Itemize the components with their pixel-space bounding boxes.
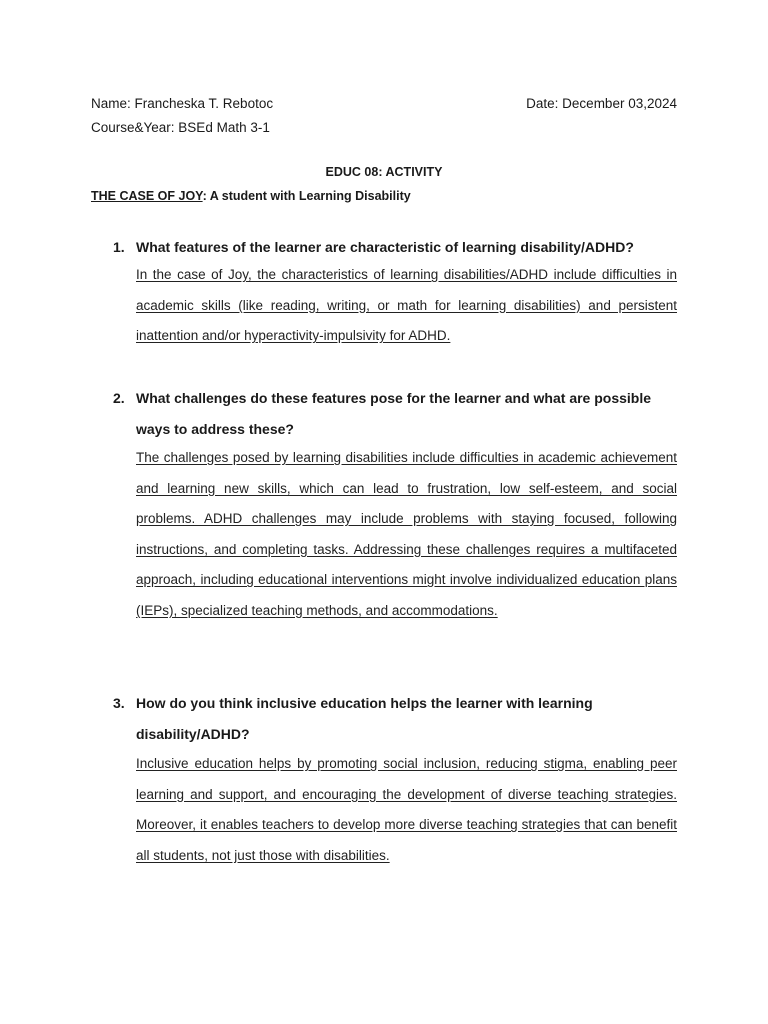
question-text: What features of the learner are characteristic of learning disability/ADHD? — [136, 239, 634, 255]
question-number: 3. — [113, 695, 125, 711]
submission-date: Date: December 03,2024 — [526, 96, 677, 111]
activity-title: EDUC 08: ACTIVITY — [325, 165, 443, 179]
answer-2: The challenges posed by learning disabilities include difficulties in academic achievement and learning new skills, which can lead to frustration, low self-esteem, and social problems. ADHD challenges may include problems with staying focused, following instructions, and completing tasks. Addressing these challenges requires a multifaceted approach, including educational interventions might involve individualized education plans (IEPs), specialized teaching methods, and accommodations. — [136, 450, 677, 618]
question-2 — [113, 383, 677, 444]
question-3 — [113, 688, 677, 749]
question-text: What challenges do these features pose for the learner and what are possible ways to address these? — [136, 390, 652, 437]
answer-3: Inclusive education helps by promoting social inclusion, reducing stigma, enabling peer learning and support, and encouraging the development of diverse teaching strategies. Moreover, it enables teachers to develop more diverse teaching strategies that can benefit all students, not just those with disabilities. — [136, 756, 677, 863]
question-text: How do you think inclusive education helps the learner with learning disability/ADHD? — [136, 695, 593, 742]
question-number: 1. — [113, 239, 125, 255]
case-name: THE CASE OF JOY — [91, 189, 203, 203]
course-year: Course&Year: BSEd Math 3-1 — [91, 120, 270, 135]
header-row-name-date — [91, 95, 677, 113]
question-number: 2. — [113, 390, 125, 406]
activity-subtitle — [91, 189, 411, 203]
student-name: Name: Francheska T. Rebotoc — [91, 96, 274, 111]
question-1 — [113, 232, 677, 263]
case-description: : A student with Learning Disability — [202, 189, 411, 203]
header-row-course — [91, 119, 677, 137]
answer-1: In the case of Joy, the characteristics of learning disabilities/ADHD include difficulties in academic skills (like reading, writing, or math for learning disabilities) and persistent inattention and/or hyperactivity-impulsivity for ADHD. — [136, 267, 677, 343]
